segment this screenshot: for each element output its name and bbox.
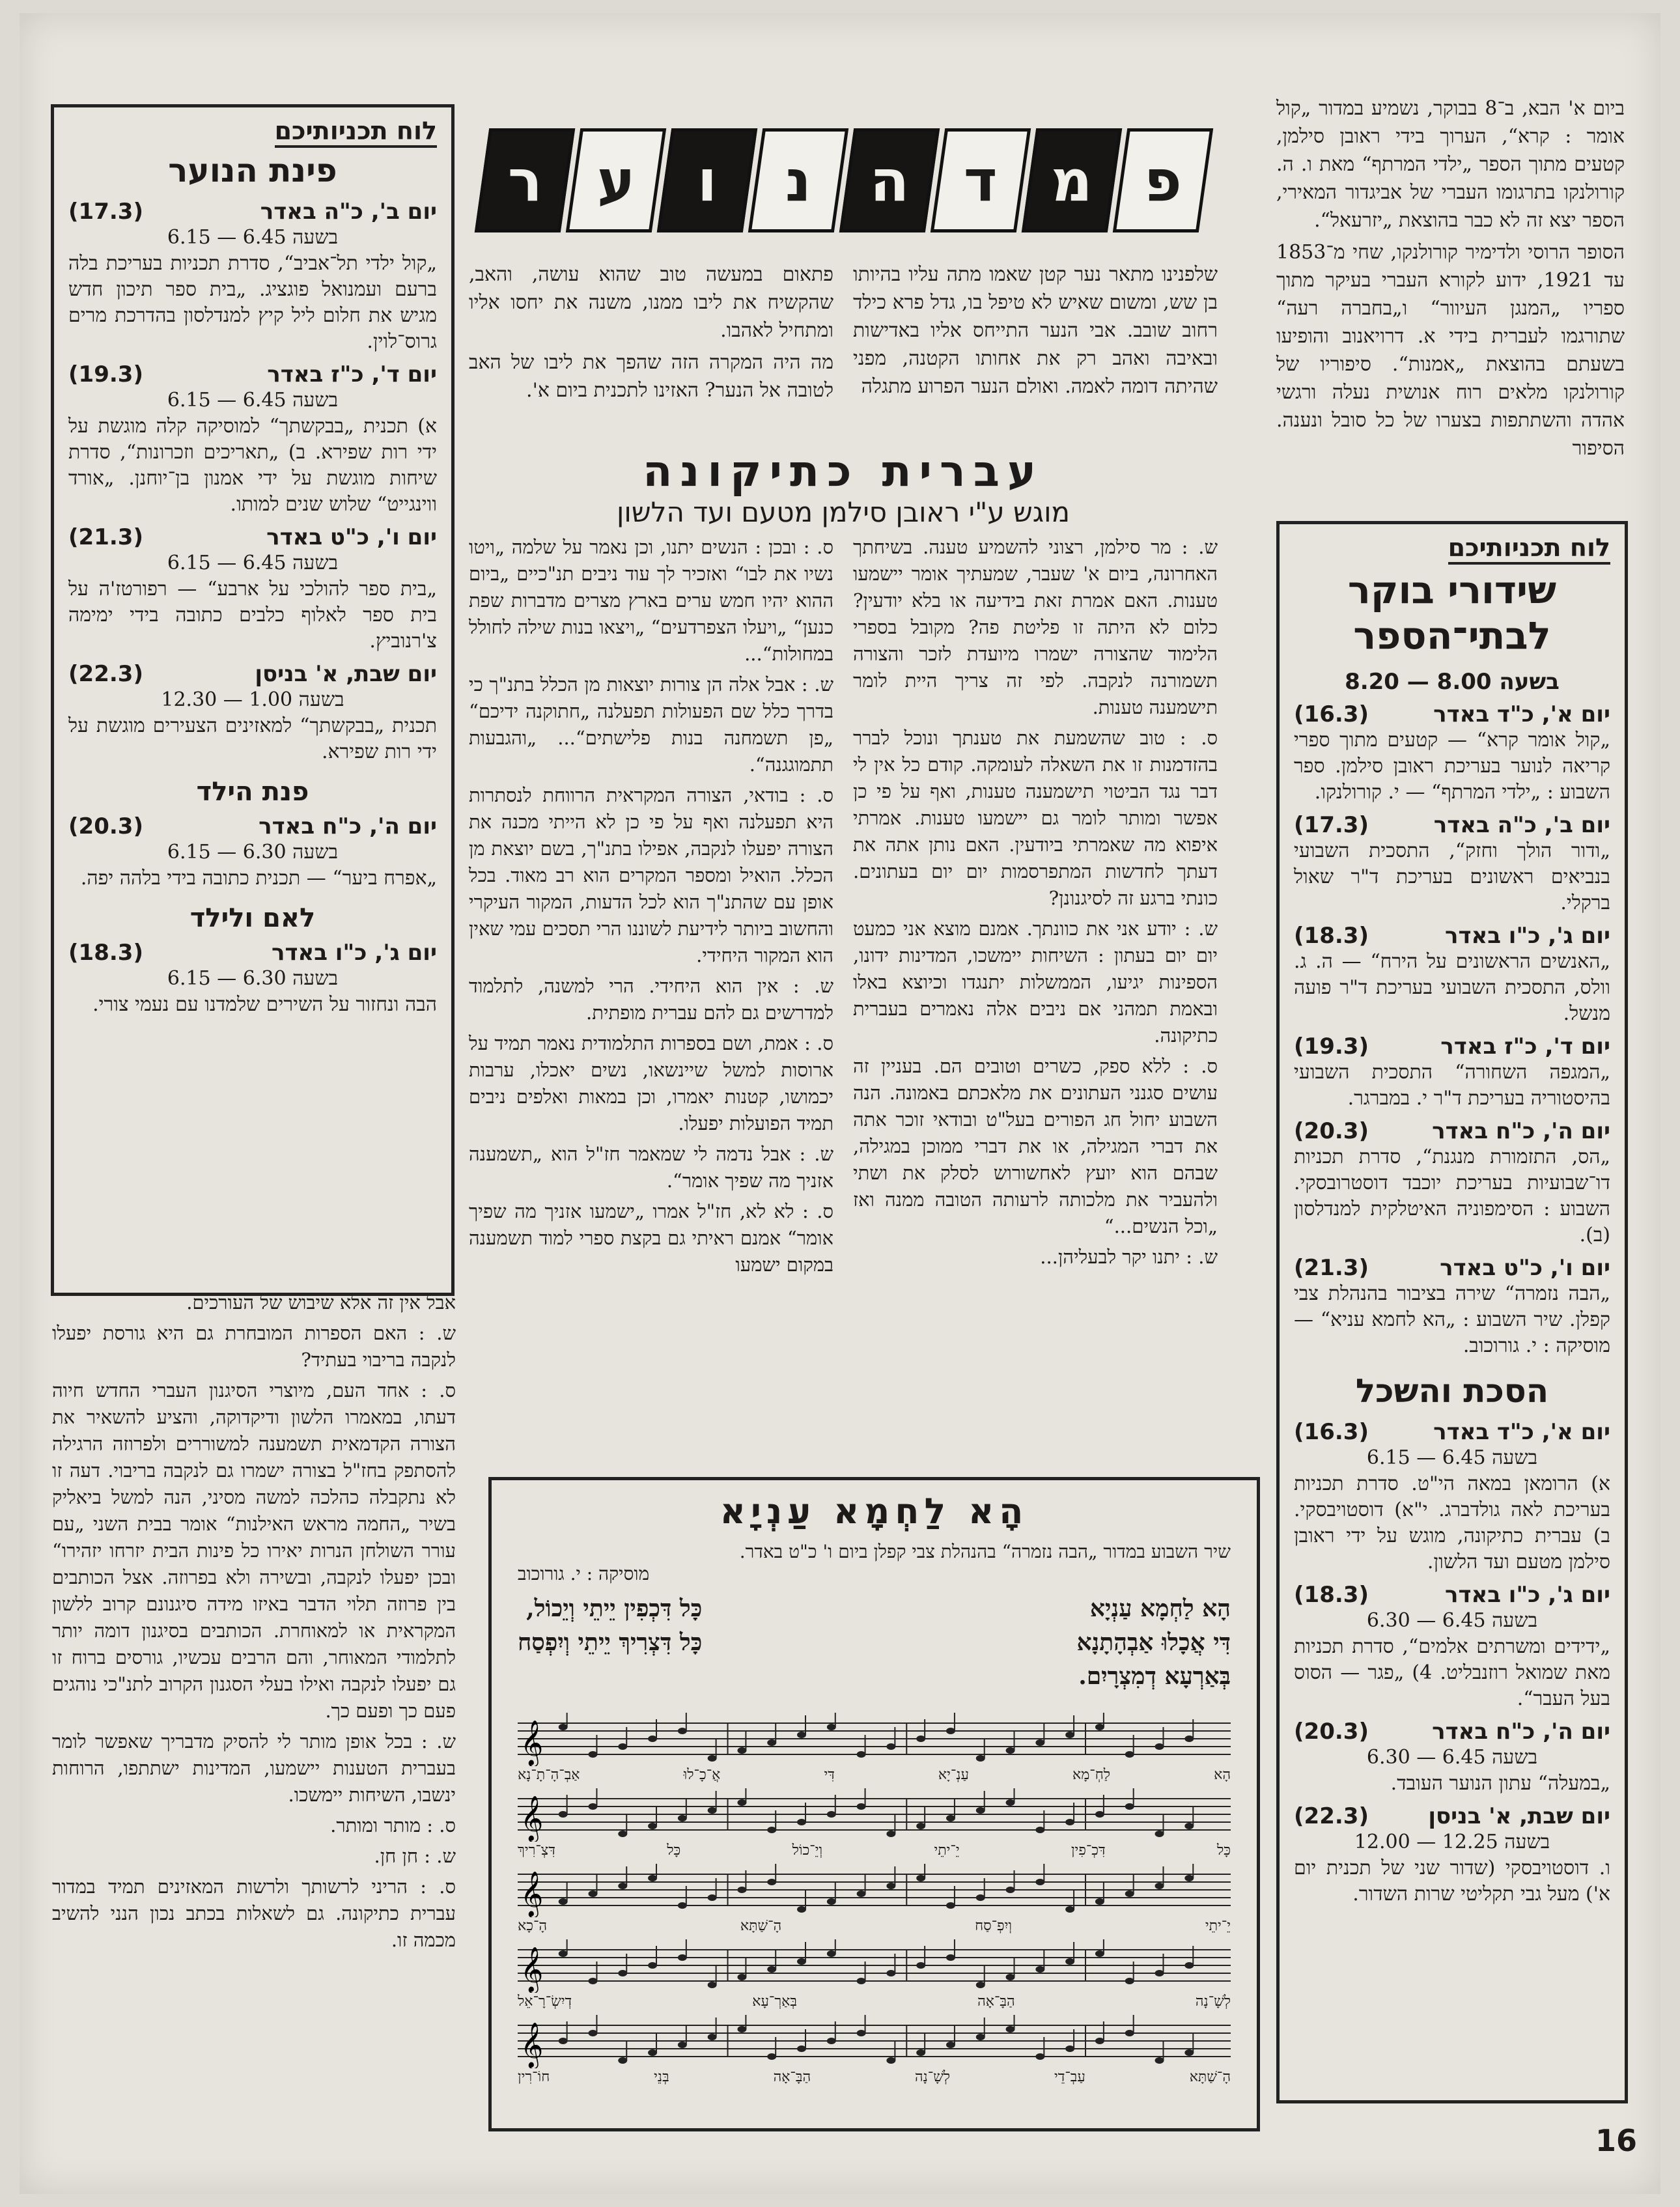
music-note xyxy=(827,2038,836,2044)
music-note xyxy=(1006,2026,1015,2032)
music-note xyxy=(589,1891,598,1897)
music-note xyxy=(886,2057,895,2064)
music-note xyxy=(1155,1883,1164,1889)
article-left-column: ס. : ובכן : הנשים יתנו, וכן נאמר על שלמה „ויטו נשיו את לבו“ ואזכיר לך עוד ניבים תנ"כיים „ביום ההוא יהיו חמש ערים בארץ מצרים מדברות שפת כנען“ „ויעלו הצפרדעים“ „ויצאו בנות שילה לחולל במחולות“... ש. : אבל אלה הן צורות יוצאות מן הכלל בתנ"ך כי בדרך כלל שם הפעולות תפעלנה „חתוקנה ידיכם“ „פן תשמחנה בנות פלישתים“... „והגבעות תתמוגגנה“. ס. : בודאי, הצורה המקראית הרווחת לנסתרות היא תפעלנה ואף על פי כן לא הייתי מכנה את הצורה יפעלו לנקבה, אפילו בתנ"ך, בשם יוצאת מן הכלל. הואיל ומספר המקרים הוא רב מאוד. בכל אופן עם שהתנ"ך הוא לכל הדעות, המקור העיקרי והחשוב ביותר לידיעת לשוננו הרי תסכים עמי שאין הוא המקור היחידי. ש. : אין הוא היחידי. הרי למשנה, לתלמוד למדרשים גם להם עברית מופתית. ס. : אמת, ושם בספרות התלמודית נאמר תמיד על ארוסות למשל שיינשאו, נשים יאכלו, ערבות יכמושו, קטנות יאמרו, וכן במאות ואלפים ניבים תמיד הפועלות יפעלו. ש. : אבל נדמה לי שמאמר חז"ל הוא „תשמענה אזניך מה שפיך אומר“. ס. : לא לא, חז"ל אמרו „ישמעו אזניך מה שפיך אומר“ אמנם ראיתי גם בקצת ספרי למוד תשמענה במקום ישמעו xyxy=(469,536,833,1276)
music-note xyxy=(797,1906,806,1913)
music-note xyxy=(618,2057,627,2064)
treble-clef-icon: 𝄞 xyxy=(520,1719,544,1766)
music-note xyxy=(648,1962,657,1969)
schedule-title: פינת הנוער xyxy=(168,152,337,190)
schedule-entry: יום ה', כ"ח באדר (20.3) בשעה 6.30 — 6.15 „אפרח ביער“ — תכנית כתובה בידי בלהה יפה. xyxy=(68,813,437,890)
music-note xyxy=(737,1799,746,1806)
song-credit: מוסיקה : י. גורוכוב xyxy=(518,1563,650,1584)
article-heading xyxy=(469,446,1218,528)
music-staff xyxy=(518,1939,1231,2010)
music-note xyxy=(559,1898,568,1905)
schedule-box-youth xyxy=(51,104,455,1296)
music-note xyxy=(886,1883,895,1889)
intro-column xyxy=(1276,94,1625,466)
music-note xyxy=(678,1954,687,1961)
music-note xyxy=(1184,1875,1194,1881)
music-note xyxy=(1125,1751,1134,1758)
song-intro: שיר השבוע במדור „הבה נזמרה“ בהנהלת צבי קפלן ביום ו' כ"ט באדר. xyxy=(739,1541,1231,1562)
music-note xyxy=(976,1807,985,1814)
schedule-entry: יום ה', כ"ח באדר (20.3) „הס, התזמורת מנגנת“, סדרת תכניות דו־שבועיות בעריכת יוכבד דוסטרובסקי. השבוע : הסימפוניה האיטלקית למנדלסון (ב). xyxy=(1294,1118,1610,1246)
music-note xyxy=(708,1894,717,1901)
music-note xyxy=(1035,1879,1044,1885)
music-note xyxy=(737,2026,746,2032)
schedule-subtitle: פנת הילד xyxy=(196,777,309,807)
music-note xyxy=(886,1743,895,1750)
staff-syllables: לְשָׁ־נָה הַבָּ־אָה בְּאַרְ־עָא דְיִשְׂ־רָ־אֵל xyxy=(518,1993,1231,2010)
music-note xyxy=(737,1747,746,1754)
schedule-subtitle: לאם ולילד xyxy=(189,903,316,933)
music-note xyxy=(589,2030,598,2036)
music-note xyxy=(1065,1906,1074,1913)
music-note xyxy=(559,1724,568,1730)
music-note xyxy=(678,1728,687,1734)
music-note xyxy=(827,1811,836,1818)
schedule-entry: יום ב', כ"ה באדר (17.3) בשעה 6.45 — 6.15 „קול ילדי תל־אביב“, סדרת תכניות בעריכת בלה ברעם ועמנואל פוגציג. „בית ספר תיכון חדש מגיש את חלום ליל קיץ למנדלסון בהדרכת מרים גרוס־לוין. xyxy=(68,199,437,353)
schedule-label: לוח תכניותיכם xyxy=(275,117,437,148)
music-staff xyxy=(518,2015,1231,2085)
music-note xyxy=(1125,1803,1134,1810)
music-note xyxy=(1006,1799,1015,1806)
music-note xyxy=(976,1755,985,1762)
music-note xyxy=(678,2042,687,2048)
schedule-entry: יום ו', כ"ט באדר (21.3) „הבה נזמרה“ שירה בציבור בהנהלת צבי קפלן. שיר השבוע : „הא לחמא עניא“ — מוסיקה : י. גורוכוב. xyxy=(1294,1255,1610,1357)
music-staff xyxy=(518,1864,1231,1934)
newspaper-page xyxy=(20,13,1660,2194)
music-note xyxy=(708,1807,717,1814)
staff-syllables: יֵ־יתֵי וְיִפְ־סַח הָ־שַׁתָּא הָ־כָא xyxy=(518,1918,1231,1934)
music-note xyxy=(618,1743,627,1750)
masthead-book: פ xyxy=(1113,128,1213,232)
schedule-entry: יום א', כ"ד באדר (16.3) „קול אומר קרא“ — קטעים מתוך ספרי קריאה לנוער בעריכת ראובן סילמן. ספר השבוע : „ילדי המרתף“ — י. קורולנקו. xyxy=(1294,701,1610,804)
schedule-label: לוח תכניותיכם xyxy=(1448,533,1610,565)
music-note xyxy=(946,1902,955,1909)
music-note xyxy=(797,2045,806,2052)
music-staff xyxy=(518,1788,1231,1859)
music-note xyxy=(857,1891,866,1897)
music-note xyxy=(1095,1950,1104,1957)
music-note xyxy=(648,2049,657,2056)
masthead-book: ע xyxy=(566,128,666,232)
music-note xyxy=(916,1823,925,1829)
music-note xyxy=(1006,1974,1015,1980)
music-note xyxy=(1065,1958,1074,1965)
music-note xyxy=(857,1803,866,1810)
music-note xyxy=(1065,2045,1074,2052)
music-note xyxy=(1155,1743,1164,1750)
music-note xyxy=(1035,1827,1044,1833)
story-left-column: פתאום במעשה טוב שהוא עושה, והאב, שהקשיח את ליבו ממנו, משנה את יחסו אליו ומתחיל לאהבו. מה היה המקרה הזה שהפך את ליבו של האב לטובה אל הנער? האזינו לתכנית ביום א'. xyxy=(469,263,833,402)
treble-clef-icon: 𝄞 xyxy=(520,2021,544,2068)
music-note xyxy=(618,1883,627,1889)
masthead-book: מ xyxy=(1022,128,1122,232)
music-note xyxy=(886,1831,895,1837)
music-note xyxy=(559,1950,568,1957)
masthead-book: ו xyxy=(657,128,757,232)
song-box xyxy=(488,1477,1260,2131)
music-note xyxy=(946,1815,955,1821)
music-note xyxy=(678,1902,687,1909)
song-title: הָא לַחְמָא עַנְיָא xyxy=(720,1491,1029,1532)
staff-syllables: הָ־שַׁתָּא עַבְ־דֵי לְשָׁ־נָה הַבָּ־אָה בְּנֵי חוֹ־רִין xyxy=(518,2069,1231,2085)
staff-syllables: כָּל דִּכְ־פִין יֵ־יתֵי וְיֵ־כוֹל כָּל דִּצְ־רִיךְ xyxy=(518,1842,1231,1859)
music-note xyxy=(946,1728,955,1734)
music-note xyxy=(1006,1747,1015,1754)
music-note xyxy=(916,1875,925,1881)
schedule-time: בשעה 8.00 — 8.20 xyxy=(1345,669,1560,695)
schedule-entry: יום ד', כ"ז באדר (19.3) „המגפה השחורה“ התסכית השבועי בהיסטוריה בעריכת ד"ר י. במברגר. xyxy=(1294,1033,1610,1110)
music-note xyxy=(737,1887,746,1893)
music-note xyxy=(1065,1732,1074,1738)
schedule-subtitle: הסכת והשכל xyxy=(1355,1372,1549,1410)
music-note xyxy=(767,2053,776,2060)
music-note xyxy=(1125,2030,1134,2036)
music-note xyxy=(559,1811,568,1818)
music-note xyxy=(1065,1819,1074,1825)
music-note xyxy=(589,1978,598,1984)
article-right-column: ש. : מר סילמן, רצוני להשמיע טענה. בשיחתך האחרונה, ביום א' שעבר, שמעתיך אומר יישמעו טענות. האם אמרת זאת בידיעה או בלא יודעין? כלום לא היתה זו פליטת פה? מקובל בספרי הלימוד שהצורה ישמרו מיועדת לזכר והצורה תשמורנה לנקבה. לפי זה צריך היית לומר תישמענה טענות. ס. : טוב שהשמעת את טענתך ונוכל לברר בהזדמנות זו את השאלה לעומקה. קודם כל אין לי דבר נגד הביטוי תישמענה טענות, ואף על פי כן אפשר ומותר לומר גם יישמעו טענות. אמרתי איפוא מה שאמרתי ביודעין. האם נותן אתה את דעתך לחדשות המתפרסמות יום יום בעתונים. כונתי ברגע זה לסיגנונן? ש. : יודע אני את כוונתך. אמנם מוצא אני כמעט יום יום בעתון : השיחות יימשכו, המדינות ידונו, הספינות יגיעו, הממשלות יתנגדו וכיוצא באלו ובאמת תמהני אם ניבים אלה נאמרים בעברית כתיקונה. ס. : ללא ספק, כשרים וטובים הם. בעניין זה עושים סגנני העתונים את מלאכתם באמונה. הנה השבוע יחול חג הפורים בעל"ט ובודאי זוכר אתה את דברי המגילה, או את דברי ממוכן במגילה, שבהם הוא יועץ לאחשורוש לסלק את ושתי ולהעביר את מלכותה לרעותה הטובה ממנה ואז „וכל הנשים...“ ש. : יתנו יקר לבעליהן... xyxy=(853,536,1218,1268)
treble-clef-icon: 𝄞 xyxy=(520,1795,544,1842)
music-note xyxy=(1125,1978,1134,1984)
music-note xyxy=(767,1966,776,1973)
music-note xyxy=(1035,1966,1044,1973)
music-notation xyxy=(518,1713,1231,2085)
article-subtitle: מוגש ע"י ראובן סילמן מטעם ועד הלשון xyxy=(616,496,1071,528)
song-lyrics xyxy=(518,1592,1231,1693)
article-title: עברית כתיקונה xyxy=(643,446,1044,496)
music-note xyxy=(827,1898,836,1905)
music-note xyxy=(1095,2038,1104,2044)
music-note xyxy=(618,1970,627,1976)
music-note xyxy=(827,1724,836,1730)
music-note xyxy=(946,1954,955,1961)
music-note xyxy=(678,1815,687,1821)
schedule-entry: יום ג', כ"ו באדר (18.3) בשעה 6.45 — 6.30 „ידידים ומשרתים אלמים“, סדרת תכניות מאת שמואל רוזנבליט. 4) „פגר — הסוס בעל העבר“. xyxy=(1294,1582,1610,1710)
music-note xyxy=(737,1974,746,1980)
music-note xyxy=(648,1823,657,1829)
schedule-entry: יום ו', כ"ט באדר (21.3) בשעה 6.45 — 6.15 „בית ספר להולכי על ארבע“ — רפורטז'ה על בית ספר לאלוף כלבים כתובה בידי ימימה צ'רנוביץ. xyxy=(68,524,437,653)
schedule-title: שידורי בוקר לבתי־הספר xyxy=(1347,568,1557,658)
music-note xyxy=(1095,1811,1104,1818)
music-note xyxy=(1155,1970,1164,1976)
music-note xyxy=(797,1958,806,1965)
music-note xyxy=(1184,1736,1194,1742)
music-note xyxy=(946,2042,955,2048)
music-staff xyxy=(518,1713,1231,1783)
music-note xyxy=(797,1732,806,1738)
music-note xyxy=(618,1831,627,1837)
music-note xyxy=(1184,1962,1194,1969)
schedule-entry: יום ב', כ"ה באדר (17.3) „ודור הולך וחזק“, התסכית השבועי בנביאים ראשונים בעריכת ד"ר שאול ברקלי. xyxy=(1294,812,1610,914)
masthead-book: ה xyxy=(839,128,940,232)
schedule-entry: יום ד', כ"ז באדר (19.3) בשעה 6.45 — 6.15 א) תכנית „בבקשתך“ למוסיקה קלה מוגשת על ידי רות שפירא. ב) „תאריכים וזכרונות“, סדרת שיחות מוגשת על ידי אמנון בן־יוחנן. „אורד ווינגייט“ שלוש שנים למותו. xyxy=(68,361,437,516)
music-note xyxy=(976,2034,985,2040)
music-note xyxy=(976,1894,985,1901)
music-note xyxy=(1006,1887,1015,1893)
music-note xyxy=(708,1755,717,1762)
music-note xyxy=(708,1982,717,1988)
music-note xyxy=(648,1736,657,1742)
story-right-column: שלפנינו מתאר נער קטן שאמו מתה עליו בהיותו בן שש, ומשום שאיש לא טיפל בו, גדל פרא כילד רחוב שובב. אבי הנער התייחס אליו באדישות ובאיבה ואהב רק את אחותו הקטנה, מפני שהיתה דומה לאמה. ואולם הנער הפרוע מתגלה xyxy=(853,263,1218,398)
music-note xyxy=(559,2038,568,2044)
lyrics-left-column: כָּל דִּכְפִין יֵיתֵי וְיֵכוֹל, כָּל דִּצְרִיךְ יֵיתֵי וְיִפְסַח xyxy=(518,1595,703,1656)
schedule-box-school xyxy=(1276,521,1628,2103)
music-note xyxy=(916,1736,925,1742)
music-note xyxy=(1035,1739,1044,1746)
music-note xyxy=(767,1827,776,1833)
schedule-entry: יום ג', כ"ו באדר (18.3) בשעה 6.30 — 6.15 הבה ונחזור על השירים שלמדנו עם נעמי צורי. xyxy=(68,940,437,1016)
music-note xyxy=(1184,2049,1194,2056)
music-note xyxy=(1095,1724,1104,1730)
schedule-entry: יום א', כ"ד באדר (16.3) בשעה 6.45 — 6.15 א) הרומאן במאה הי"ט. סדרת תכניות בעריכת לאה גולדברג. י"א) דוסטויבסקי. ב) עברית כתיקונה, מוגש על ידי ראובן סילמן מטעם ועד הלשון. xyxy=(1294,1419,1610,1573)
treble-clef-icon: 𝄞 xyxy=(520,1870,544,1917)
masthead-book: ד xyxy=(931,128,1031,232)
masthead-books xyxy=(469,120,1218,244)
music-note xyxy=(589,1803,598,1810)
schedule-entry: יום שבת, א' בניסן (22.3) בשעה 1.00 — 12.30 תכנית „בבקשתך“ למאזינים הצעירים מוגשת על ידי רות שפירא. xyxy=(68,661,437,763)
music-note xyxy=(1035,2053,1044,2060)
music-note xyxy=(1155,2057,1164,2064)
music-note xyxy=(857,1978,866,1984)
masthead-book: נ xyxy=(748,128,848,232)
music-note xyxy=(857,2030,866,2036)
music-note xyxy=(916,1962,925,1969)
music-note xyxy=(1095,1898,1104,1905)
music-note xyxy=(886,1970,895,1976)
intro-paragraph: הסופר הרוסי ולדימיר קורולנקו, שחי מ־1853 עד 1921, ידוע לקורא העברי בעיקר מתוך ספריו „המנגן העיוור“ ו„בחברה רעה“ שתורגמו לעברית בידי א. דרויאנוב והופיעו בשעתם בהוצאת „אמנות“. סיפוריו של קורולנקו מלאים רוח אנושית נעלה ורגשי אהדה והשתתפות בצערו של כל סובל ונענה. הסיפור xyxy=(1276,241,1625,460)
schedule-entry: יום ג', כ"ו באדר (18.3) „האנשים הראשונים על הירח“ — ה. ג. וולס, התסכית השבועי בעריכת ד"ר פועה מנשל. xyxy=(1294,923,1610,1025)
music-note xyxy=(976,1982,985,1988)
masthead-book: ר xyxy=(475,128,575,232)
music-note xyxy=(767,1739,776,1746)
schedule-entry: יום שבת, א' בניסן (22.3) בשעה 12.25 — 12.00 ו. דוסטויבסקי (שדור שני של תכנית יום א') מעל גבי תקליטי שרות השדור. xyxy=(1294,1803,1610,1905)
lyrics-right-column: הָא לַחְמָא עַנְיָא דִּי אֲכָלוּ אַבְהָתָנָא בְּאַרְעָא דְמִצְרָיִם. xyxy=(1076,1595,1231,1690)
schedule-entry: יום ה', כ"ח באדר (20.3) בשעה 6.45 — 6.30 „במעלה“ עתון הנוער העובד. xyxy=(1294,1719,1610,1795)
music-note xyxy=(589,1751,598,1758)
page-number: 16 xyxy=(1595,2123,1638,2158)
music-note xyxy=(1125,1891,1134,1897)
music-note xyxy=(1155,1831,1164,1837)
music-note xyxy=(857,1751,866,1758)
intro-paragraph: ביום א' הבא, ב־8 בבוקר, נשמיע במדור „קול אומר : קרא“, הערוך בידי ראובן סילמן, קטעים מתוך הספר „ילדי המרתף“ מאת ו. ה. קורולנקו בתרגומו העברי של אביגדור המאירי, הספר יצא זה לא כבר בהוצאת „יזרעאל“. xyxy=(1276,97,1625,232)
music-note xyxy=(797,1819,806,1825)
music-note xyxy=(1184,1823,1194,1829)
music-note xyxy=(648,1875,657,1881)
music-note xyxy=(767,1879,776,1885)
treble-clef-icon: 𝄞 xyxy=(520,1946,544,1993)
music-note xyxy=(916,2049,925,2056)
article-continued-column: אבל אין זה אלא שיבוש של העורכים. ש. : האם הספרות המובחרת גם היא גורסת יפעלו לנקבה בריבוי בעתיד? ס. : אחד העם, מיוצרי הסיגנון העברי החדש חיוה דעתו, במאמרו הלשון ודיקדוקה, והציע להשאיר את הצורה הקדמאית תשמענה למשוררים ולפרוזה הרגילה להסתפק בחז"ל בצורה ישמרו גם לנקבה בריבוי. דעה זו לא נתקבלה כהלכה למשה מסיני, הנה למשל ביאליק בשיר „החמה מראש האילנות“ אומר בבית השני „עם עורר השולחן הנרות יאירו כל פינות הבית יזרחו יזהירו“ ובכן יפעלו לנקבה, ובשירה ולא בפרוזה. אצל הכותבים בין פרוזה תלוי הדבר באיזו מידה סיגנונם קרוב ללשון המקראית או למאוחרת. הכותבים בסיגנון דומה יותר לתלמודי המאוחר, והם הרבים עכשיו, גורסים ברוח זו גם יפעלו לנקבה ואילו בעלי הסגנון הקרוב לתנ"כי נוהגים פעם כך ופעם כך. ש. : בכל אופן מותר לי להסיק מדבריך שאפשר לומר בעברית הטענות יישמעו, המדינות ישתתפו, הרוחות ינשבו, השיחות יימשכו. ס. : מותר ומותר. ש. : חן חן. ס. : הריני לרשותך ולרשות המאזינים תמיד במדור עברית כתיקונה. גם לשאלות בכתב נכון הנני להשיב מכמה זו. xyxy=(52,1291,456,1951)
music-note xyxy=(708,2034,717,2040)
music-note xyxy=(827,1950,836,1957)
staff-syllables: הָא לַחְ־מָא עַנְ־יָא דִּי אֲ־כָ־לוּ אַבְ־הָ־תָ־נָא xyxy=(518,1767,1231,1783)
